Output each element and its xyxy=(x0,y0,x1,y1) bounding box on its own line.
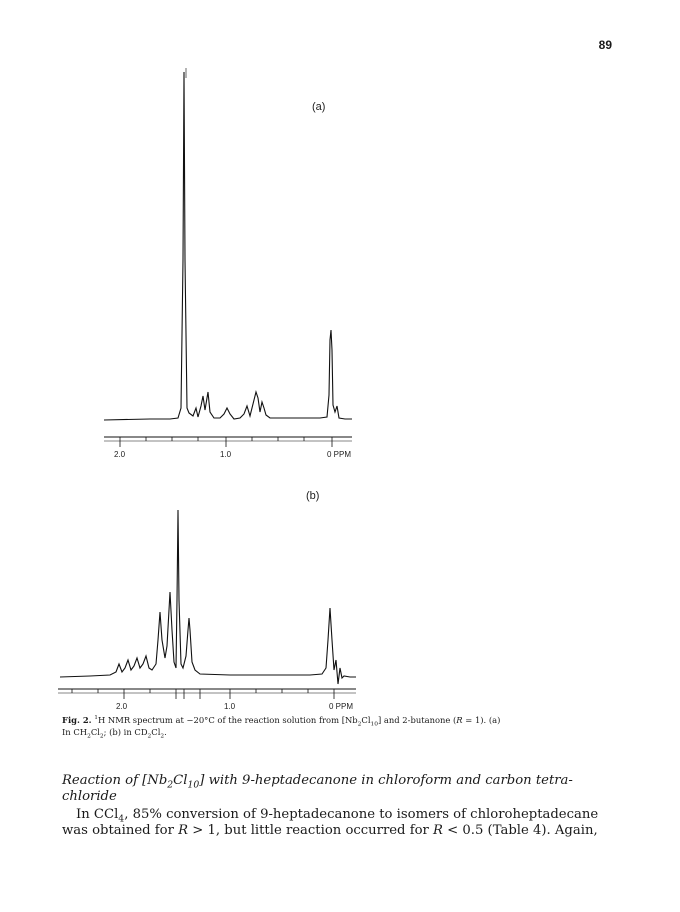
paragraph-sub: 4 xyxy=(118,813,125,825)
axis-ticks-b xyxy=(72,689,334,699)
heading-text: Cl xyxy=(173,773,188,788)
caption-sup: 1 xyxy=(94,715,98,722)
tick-label-b-1: 1.0 xyxy=(224,702,236,711)
caption-variable: R xyxy=(456,715,463,725)
paragraph-text: > 1, but little reaction occurred for xyxy=(188,823,434,838)
heading-text: chloride xyxy=(62,789,117,804)
caption-text: Cl xyxy=(90,727,100,737)
body-paragraph xyxy=(62,807,628,839)
panel-label-b: (b) xyxy=(306,490,320,502)
figure-caption xyxy=(62,714,622,738)
paragraph-text: < 0.5 (Table 4). Again, xyxy=(442,823,598,838)
tick-label-b-2: 2.0 xyxy=(116,702,128,711)
paragraph-variable: R xyxy=(178,823,189,838)
caption-text: H NMR spectrum at −20°C of the reaction solution from [Nb xyxy=(97,715,358,725)
spectrum-panel-a xyxy=(104,68,352,459)
axis-ticks-a xyxy=(120,437,332,447)
heading-sub: 10 xyxy=(187,779,200,791)
section-heading xyxy=(62,773,622,805)
caption-sub: 2 xyxy=(147,733,152,740)
tick-label-a-0: 0 PPM xyxy=(327,450,352,459)
caption-sub: 2 xyxy=(160,733,165,740)
spectrum-trace-a xyxy=(104,72,352,420)
caption-text: Cl xyxy=(151,727,161,737)
tick-label-a-1: 1.0 xyxy=(220,450,232,459)
spectrum-trace-b xyxy=(60,510,356,684)
paragraph-text: , 85% conversion of 9-heptadecanone to isomers of chloroheptadecane xyxy=(124,807,599,822)
tick-label-a-2: 2.0 xyxy=(114,450,126,459)
paragraph-text: In CCl xyxy=(76,807,119,822)
caption-text: Cl xyxy=(361,715,371,725)
panel-label-a: (a) xyxy=(312,101,326,113)
tick-label-b-0: 0 PPM xyxy=(329,702,354,711)
caption-text: In CH xyxy=(62,727,88,737)
figure-label: Fig. 2. xyxy=(62,715,92,725)
heading-text: Reaction of [Nb xyxy=(62,773,168,788)
caption-sub: 2 xyxy=(357,721,362,728)
heading-text: ] with 9-heptadecanone in chloroform and carbon tetra- xyxy=(199,773,573,788)
spectrum-panel-b xyxy=(58,490,356,711)
caption-sub: 10 xyxy=(370,721,378,728)
heading-sub: 2 xyxy=(167,779,174,791)
paragraph-variable: R xyxy=(433,823,443,838)
caption-text: ] and 2-butanone ( xyxy=(377,715,457,725)
caption-text: ; (b) in CD xyxy=(103,727,148,737)
caption-text: . xyxy=(164,727,167,737)
paragraph-text: was obtained for xyxy=(62,823,179,838)
caption-text: = 1). (a) xyxy=(462,715,501,725)
caption-sub: 2 xyxy=(87,733,91,740)
page-number: 89 xyxy=(598,38,612,52)
caption-sub: 2 xyxy=(99,733,104,740)
